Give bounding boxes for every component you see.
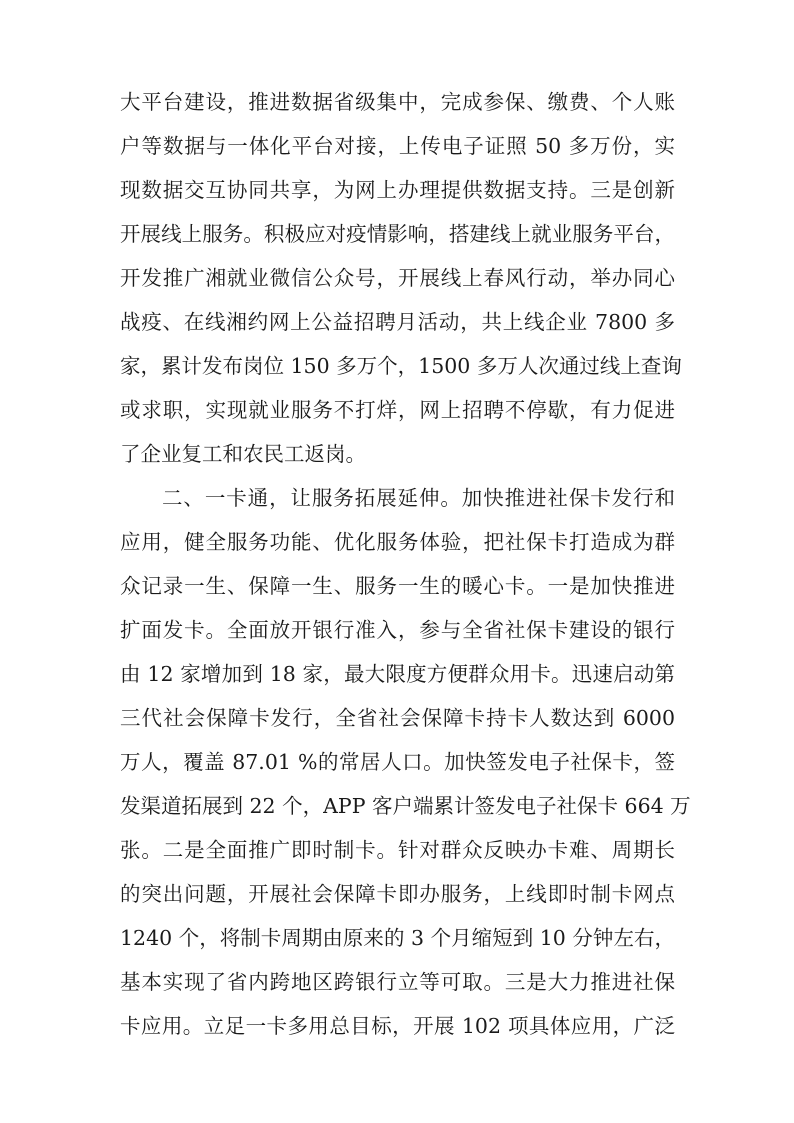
text-line: 开发推广湘就业微信公众号，开展线上春风行动，举办同心 xyxy=(120,266,675,290)
text-line: 开展线上服务。积极应对疫情影响，搭建线上就业服务平台， xyxy=(120,222,675,246)
text-line: 户等数据与一体化平台对接，上传电子证照 50 多万份，实 xyxy=(120,134,675,158)
text-line: 三代社会保障卡发行，全省社会保障卡持卡人数达到 6000 xyxy=(120,706,675,730)
text-line: 大平台建设，推进数据省级集中，完成参保、缴费、个人账 xyxy=(120,90,675,114)
text-line: 的突出问题，开展社会保障卡即办服务，上线即时制卡网点 xyxy=(120,882,675,906)
paragraph-last-line: 了企业复工和农民工返岗。 xyxy=(120,442,366,466)
document-page xyxy=(120,80,691,1048)
text-line: 卡应用。立足一卡多用总目标，开展 102 项具体应用，广泛 xyxy=(120,1014,675,1038)
text-line: 1240 个，将制卡周期由原来的 3 个月缩短到 10 分钟左右， xyxy=(120,926,675,950)
text-line: 或求职，实现就业服务不打烊，网上招聘不停歇，有力促进 xyxy=(120,398,675,422)
text-line: 应用，健全服务功能、优化服务体验，把社保卡打造成为群 xyxy=(120,530,675,554)
text-line: 现数据交互协同共享，为网上办理提供数据支持。三是创新 xyxy=(120,178,675,202)
text-line: 众记录一生、保障一生、服务一生的暖心卡。一是加快推进 xyxy=(120,574,675,598)
text-line: 张。二是全面推广即时制卡。针对群众反映办卡难、周期长 xyxy=(120,838,675,862)
text-line: 发渠道拓展到 22 个，APP 客户端累计签发电子社保卡 664 万 xyxy=(120,794,691,818)
text-line: 扩面发卡。全面放开银行准入，参与全省社保卡建设的银行 xyxy=(120,618,675,642)
text-line: 战疫、在线湘约网上公益招聘月活动，共上线企业 7800 多 xyxy=(120,310,675,334)
text-line: 基本实现了省内跨地区跨银行立等可取。三是大力推进社保 xyxy=(120,970,675,994)
text-line: 由 12 家增加到 18 家，最大限度方便群众用卡。迅速启动第 xyxy=(120,662,675,686)
text-line: 万人，覆盖 87.01 %的常居人口。加快签发电子社保卡，签 xyxy=(120,750,675,774)
text-line: 家，累计发布岗位 150 多万个，1500 多万人次通过线上查询 xyxy=(120,354,682,378)
section-heading-line: 二、一卡通，让服务拓展延伸。加快推进社保卡发行和 xyxy=(162,486,675,510)
